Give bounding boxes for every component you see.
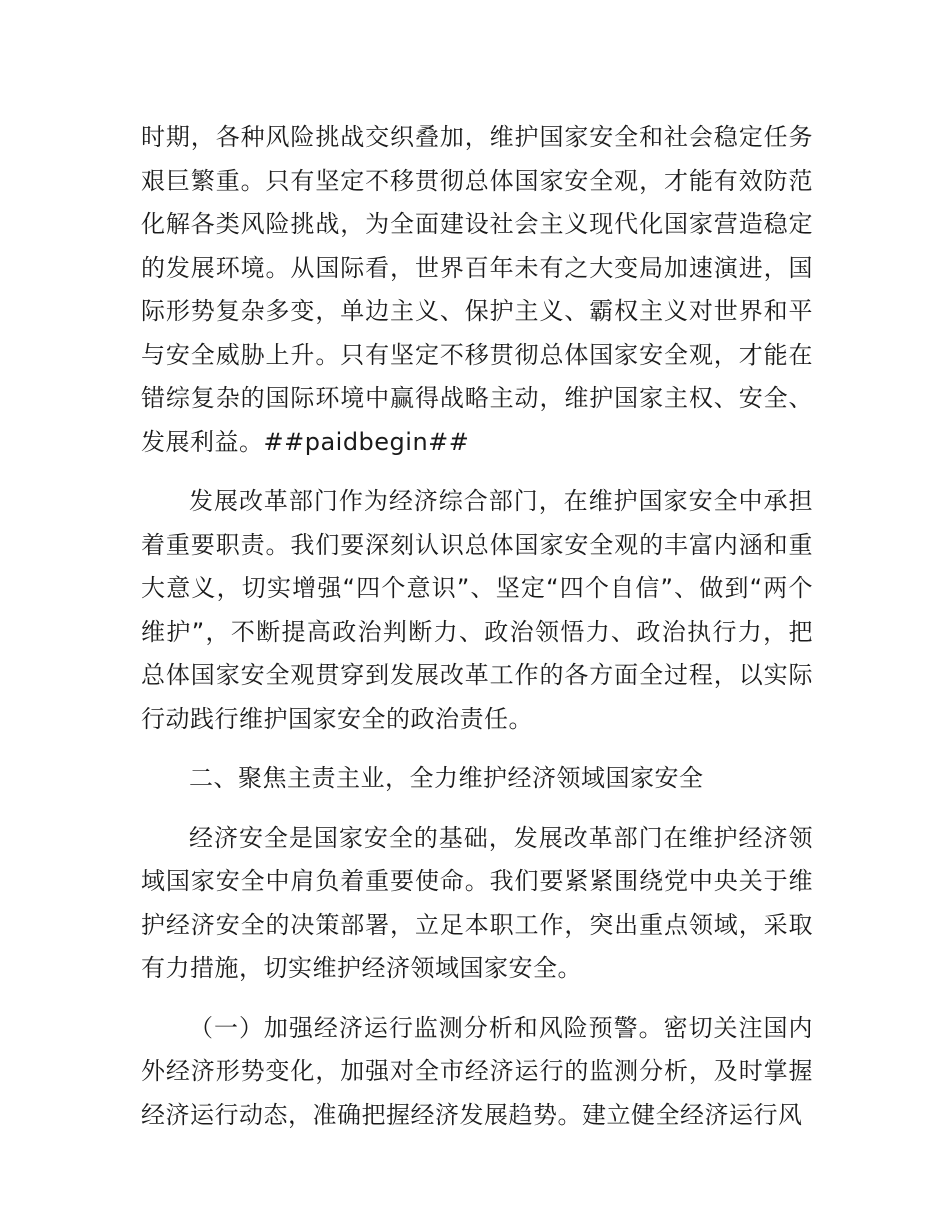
section-heading: 二、聚焦主责主业，全力维护经济领域国家安全 (189, 764, 704, 792)
paragraph-2: 发展改革部门作为经济综合部门，在维护国家安全中承担着重要职责。我们要深刻认识总体国家安全观的丰富内涵和重大意义，切实增强“四个意识”、坚定“四个自信”、做到“两个维护”，不断提高政治判断力、政治领悟力、政治执行力，把总体国家安全观贯穿到发展改革工作的各方面全过程，以实际行动践行维护国家安全的政治责任。 (141, 487, 813, 733)
paragraph-1: 时期，各种风险挑战交织叠加，维护国家安全和社会稳定任务艰巨繁重。只有坚定不移贯彻总体国家安全观，才能有效防范化解各类风险挑战，为全面建设社会主义现代化国家营造稳定的发展环境。从国际看，世界百年未有之大变局加速演进，国际形势复杂多变，单边主义、保护主义、霸权主义对世界和平与安全威胁上升。只有坚定不移贯彻总体国家安全观，才能在错综复杂的国际环境中赢得战略主动，维护国家主权、安全、发展利益。##paidbegin## (141, 123, 813, 456)
document-body (141, 116, 813, 1153)
paragraph-3: 经济安全是国家安全的基础，发展改革部门在维护经济领域国家安全中肩负着重要使命。我们要紧紧围绕党中央关于维护经济安全的决策部署，立足本职工作，突出重点领域，采取有力措施，切实维护经济领域国家安全。 (141, 823, 813, 982)
paragraph-4: （一）加强经济运行监测分析和风险预警。密切关注国内外经济形势变化，加强对全市经济运行的监测分析，及时掌握经济运行动态，准确把握经济发展趋势。建立健全经济运行风 (141, 1013, 813, 1129)
